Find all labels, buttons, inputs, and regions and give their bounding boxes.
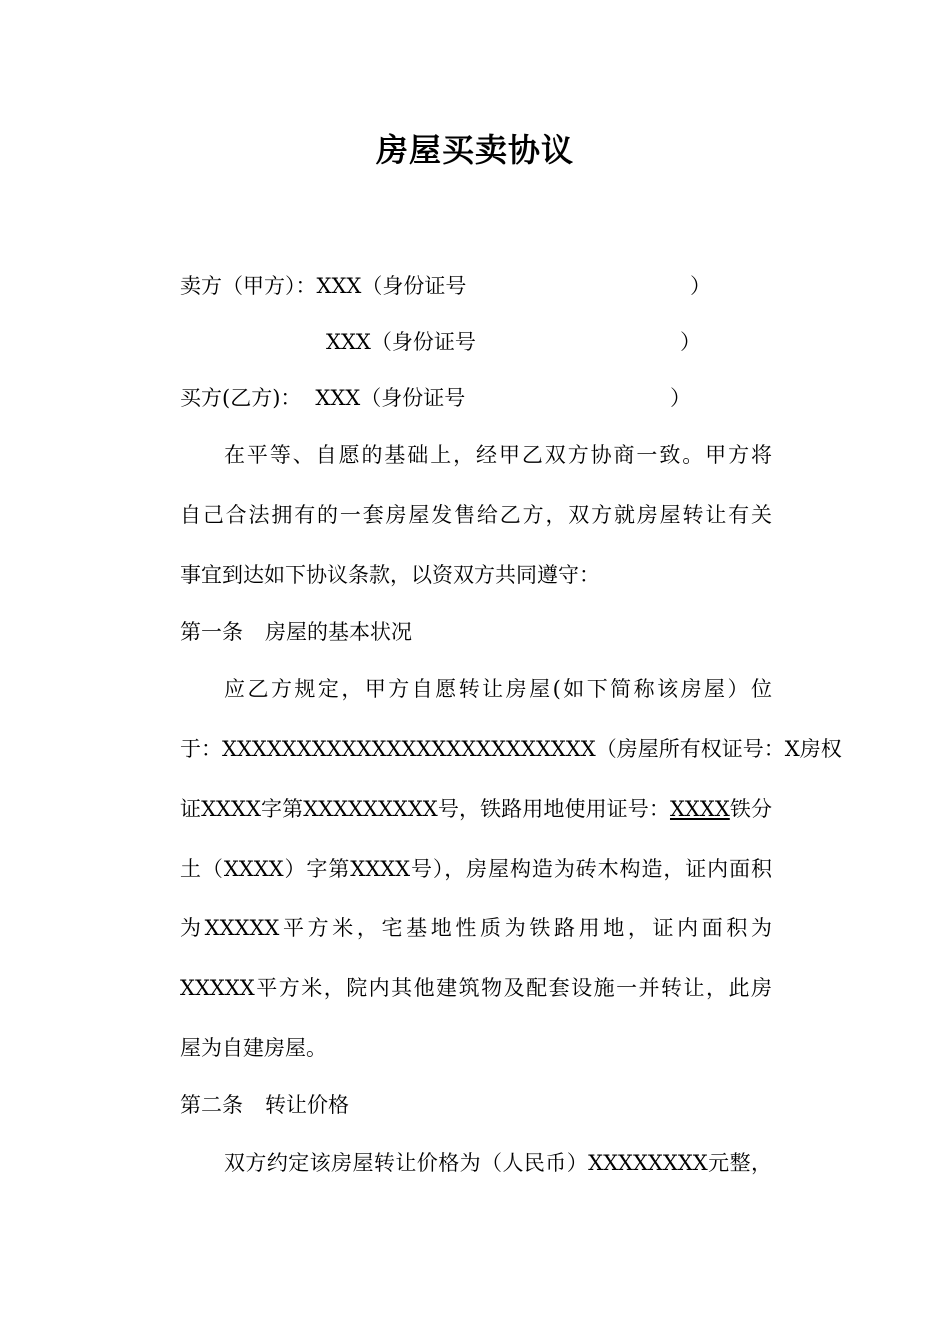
seller-line-1: [180, 271, 466, 301]
article-1-number: 第一条: [180, 620, 243, 644]
article-2-line-1: 双方约定该房屋转让价格为（人民币）XXXXXXXX元整，: [224, 1151, 772, 1175]
article-1-line-6: XXXXX平方米，院内其他建筑物及配套设施一并转让，此房: [180, 976, 772, 1000]
article-1-heading: [180, 617, 412, 647]
article-2-title: 转让价格: [265, 1093, 349, 1117]
seller-id-close: ）: [690, 274, 711, 298]
seller2-id-text: XXX（身份证号: [326, 330, 476, 354]
article-1-line-7: 屋为自建房屋。: [180, 1036, 327, 1060]
buyer-id-close: ）: [670, 386, 691, 410]
article-1-line-3a: 证XXXX字第XXXXXXXXX号，铁路用地使用证号：: [180, 797, 670, 821]
article-2-number: 第二条: [180, 1093, 243, 1117]
seller-id-text: XXX（身份证号: [316, 274, 467, 298]
article-1-line-2: 于：XXXXXXXXXXXXXXXXXXXXXXXXX（房屋所有权证号：X房权: [180, 737, 842, 761]
article-1-title: 房屋的基本状况: [265, 620, 412, 644]
seller-line-2: [326, 327, 476, 357]
intro-line-1: 在平等、自愿的基础上，经甲乙双方协商一致。甲方将: [224, 443, 772, 467]
seller2-id-close: ）: [680, 330, 701, 354]
intro-line-2: 自己合法拥有的一套房屋发售给乙方，双方就房屋转让有关: [180, 503, 772, 527]
article-1-line-3: [180, 794, 772, 824]
document-title: 房屋买卖协议: [375, 131, 574, 169]
article-1-line-1: 应乙方规定，甲方自愿转让房屋(如下简称该房屋）位: [224, 677, 772, 701]
article-1-line-4: 土（XXXX）字第XXXX号），房屋构造为砖木构造，证内面积: [180, 857, 772, 881]
land-cert-number: XXXX: [669, 797, 730, 821]
buyer-label: 买方(乙方)：: [180, 386, 302, 410]
intro-line-3: 事宜到达如下协议条款，以资双方共同遵守：: [180, 563, 600, 587]
article-2-heading: [180, 1090, 349, 1120]
buyer-id-text: XXX（身份证号: [315, 386, 466, 410]
seller-label: 卖方（甲方）：: [180, 274, 317, 298]
article-1-line-5: 为XXXXX平方米，宅基地性质为铁路用地，证内面积为: [180, 916, 772, 940]
buyer-line: [180, 383, 465, 413]
article-1-line-3b: 铁分: [729, 797, 772, 821]
